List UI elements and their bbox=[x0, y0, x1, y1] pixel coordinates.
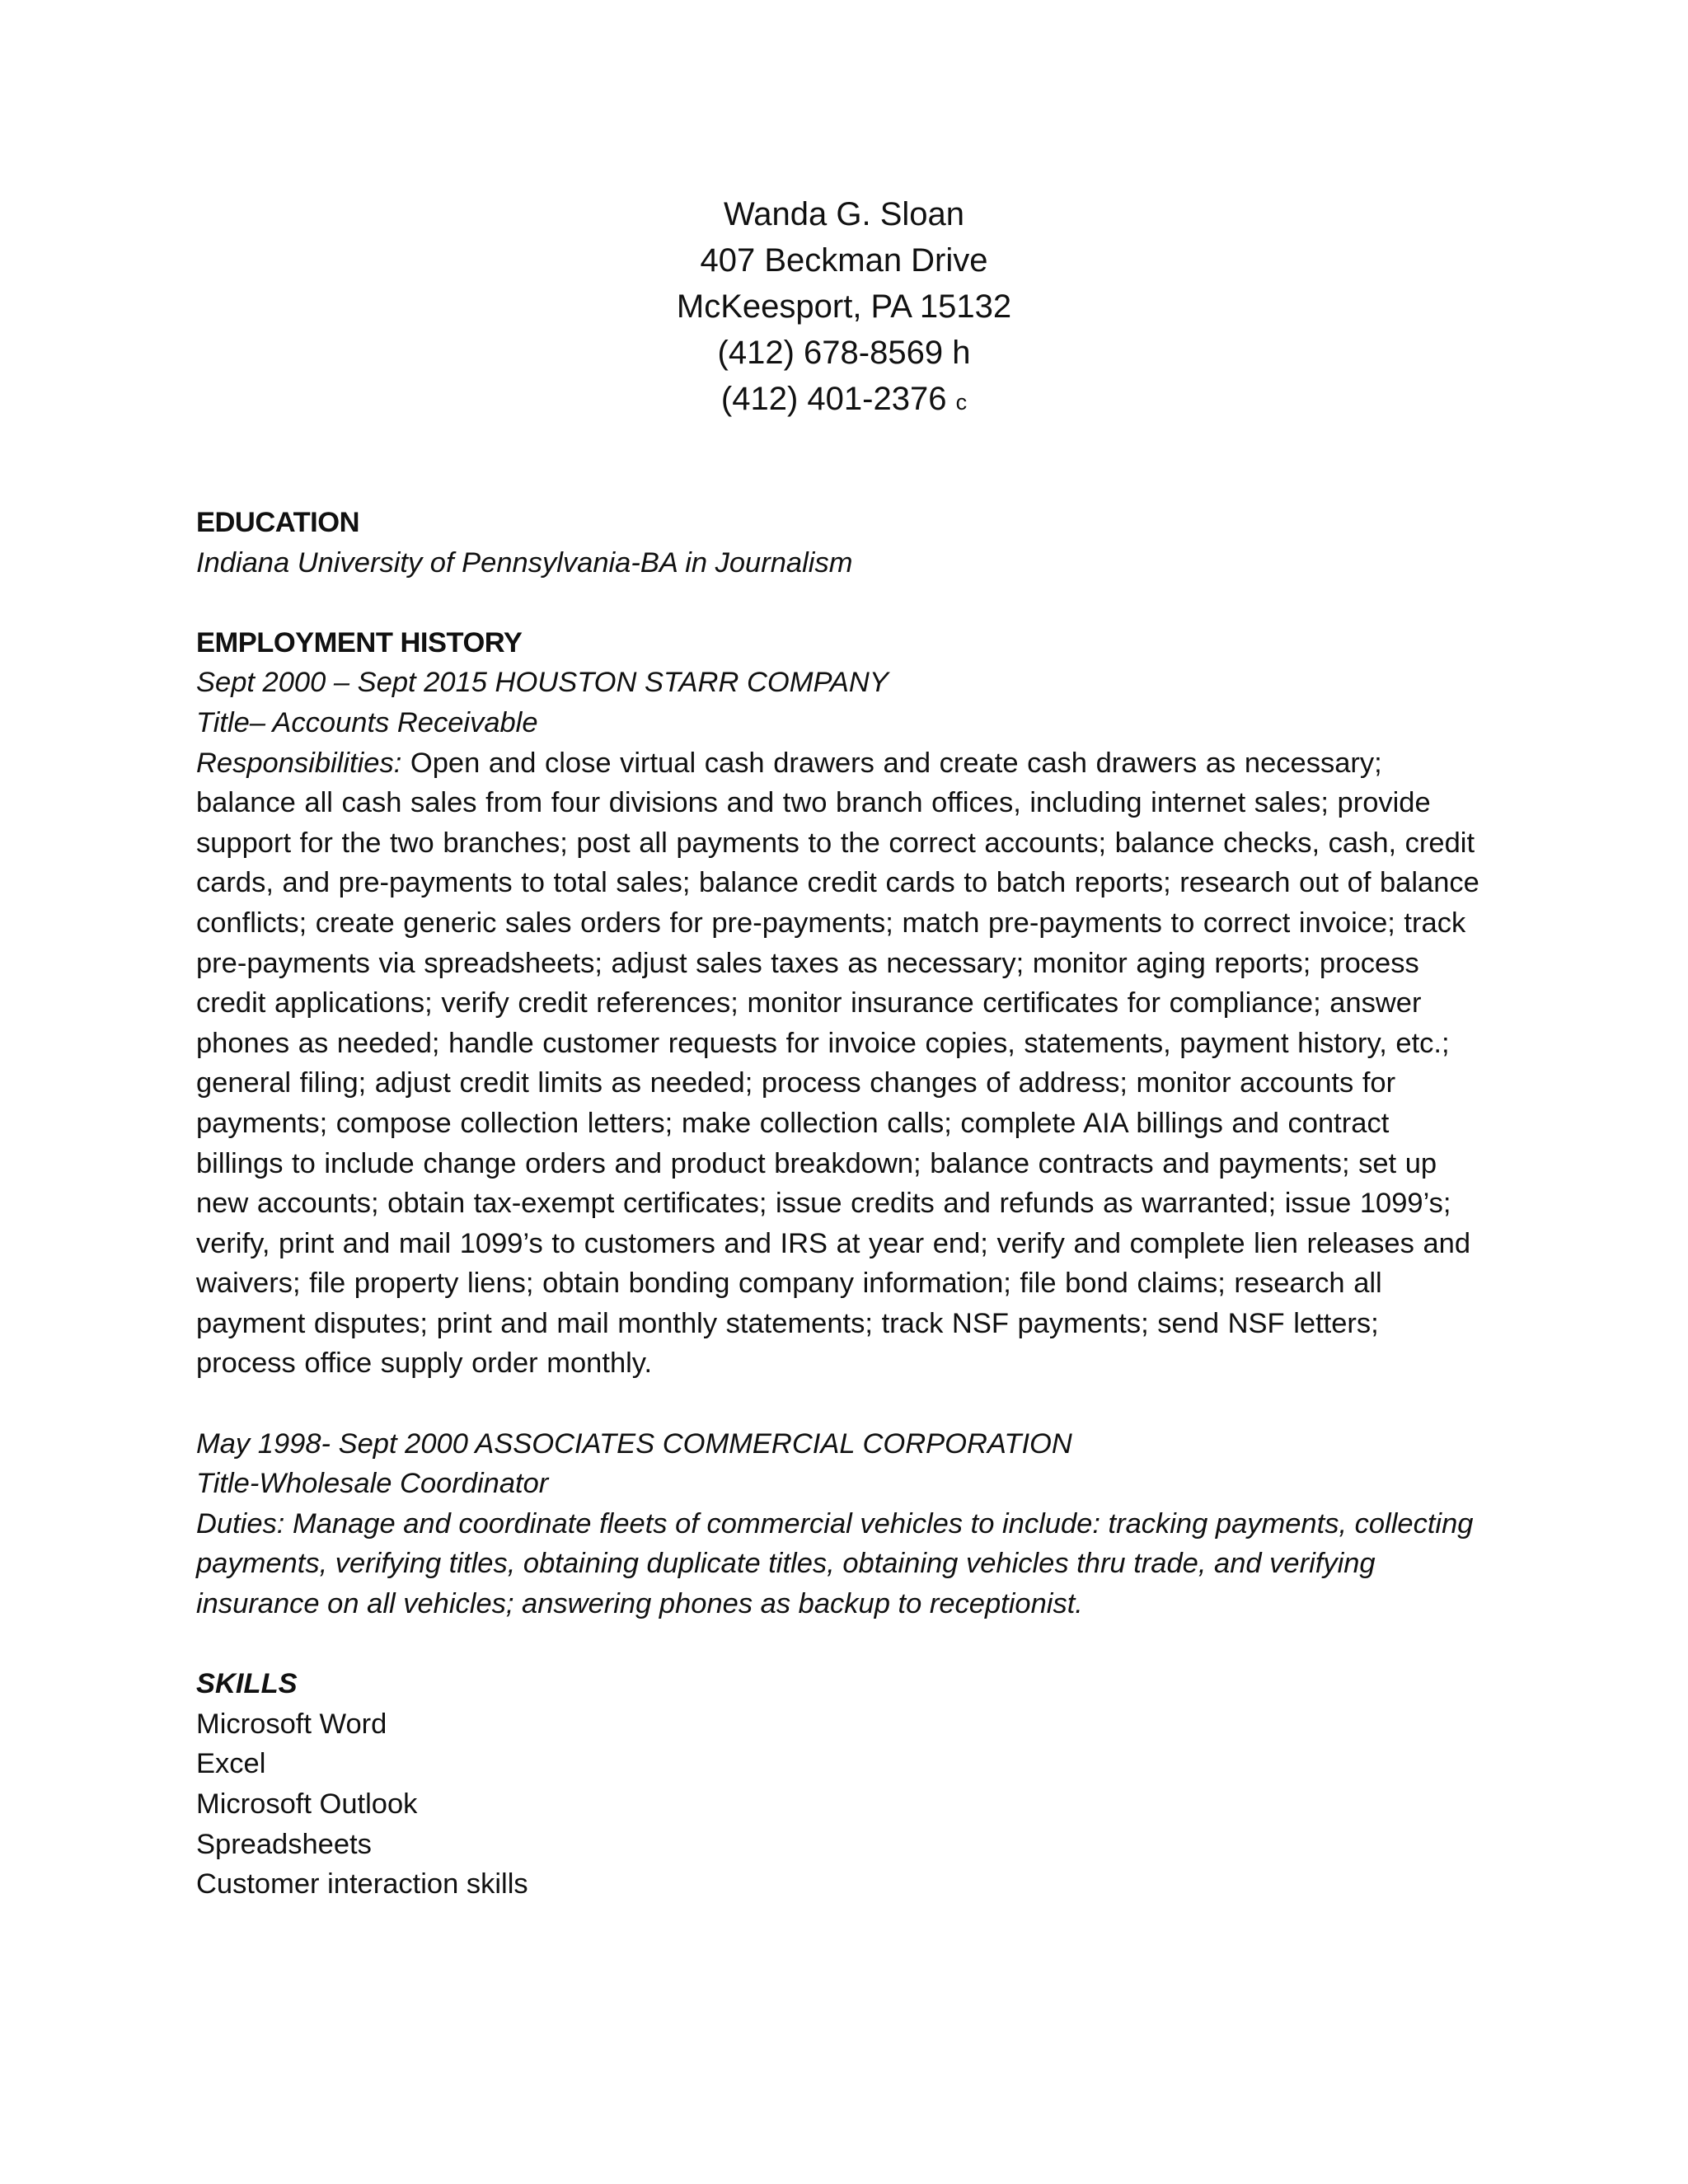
education-heading: EDUCATION bbox=[196, 507, 360, 538]
skill-item: Excel bbox=[196, 1748, 266, 1780]
responsibilities-label: Responsibilities: bbox=[196, 747, 402, 779]
contact-header bbox=[0, 191, 1688, 425]
home-phone: (412) 678-8569 h bbox=[717, 335, 971, 371]
skill-item: Customer interaction skills bbox=[196, 1868, 528, 1900]
job-title: Title-Wholesale Coordinator bbox=[196, 1468, 549, 1500]
skill-item: Microsoft Word bbox=[196, 1708, 387, 1740]
skills-list bbox=[196, 1704, 1482, 1905]
cell-phone-line bbox=[0, 376, 1688, 425]
resume-body bbox=[196, 503, 1482, 1905]
skill-item: Microsoft Outlook bbox=[196, 1788, 418, 1820]
job-responsibilities bbox=[196, 743, 1482, 1385]
cell-phone-number: (412) 401-2376 bbox=[720, 381, 956, 417]
job-dates-company: Sept 2000 – Sept 2015 HOUSTON STARR COMPANY bbox=[196, 667, 889, 699]
street-address: 407 Beckman Drive bbox=[700, 242, 988, 279]
section-spacer bbox=[196, 583, 1482, 623]
responsibilities-text: Open and close virtual cash drawers and create cash drawers as necessary; balance all cash sales from four divisions and two branch offices, including internet sales; provide support for the two branches; post all payments to the correct accounts; balance checks, cash, credit cards, and pre-payments to total sales; balance credit cards to batch reports; research out of balance conflicts; create generic sales orders for pre-payments; match pre-payments to correct invoice; track pre-payments via spreadsheets; adjust sales taxes as necessary; monitor aging reports; process credit applications; verify credit references; monitor insurance certificates for compliance; answer phones as needed; handle customer requests for invoice copies, statements, payment history, etc.; general filing; adjust credit limits as needed; process changes of address; monitor accounts for payments; compose collection letters; make collection calls; complete AIA billings and contract billings to include change orders and product breakdown; balance contracts and payments; set up new accounts; obtain tax-exempt certificates; issue credits and refunds as warranted; issue 1099’s; verify, print and mail 1099’s to customers and IRS at year end; verify and complete lien releases and waivers; file property liens; obtain bonding company information; file bond claims; research all payment disputes; print and mail monthly statements; track NSF payments; send NSF letters; process office supply order monthly. bbox=[196, 747, 1479, 1380]
job-entry-houston-starr bbox=[196, 663, 1482, 1384]
education-entry: Indiana University of Pennsylvania-BA in Journalism bbox=[196, 546, 853, 579]
employment-heading: EMPLOYMENT HISTORY bbox=[196, 626, 523, 658]
job-title: Title– Accounts Receivable bbox=[196, 706, 538, 738]
applicant-name: Wanda G. Sloan bbox=[723, 196, 964, 232]
job-entry-associates bbox=[196, 1424, 1482, 1624]
city-state-zip: McKeesport, PA 15132 bbox=[676, 288, 1012, 325]
section-spacer bbox=[196, 1624, 1482, 1665]
cell-phone-suffix: c bbox=[955, 390, 968, 415]
job-duties: Duties: Manage and coordinate fleets of commercial vehicles to include: tracking payments, collecting payments, verifying titles, obtaining duplicate titles, obtaining vehicles thru trade, and verifying insurance on all vehicles; answering phones as backup to receptionist. bbox=[196, 1507, 1474, 1620]
job-dates-company: May 1998- Sept 2000 ASSOCIATES COMMERCIAL CORPORATION bbox=[196, 1427, 1072, 1460]
skills-heading: SKILLS bbox=[196, 1668, 298, 1700]
section-spacer bbox=[196, 1384, 1482, 1424]
skill-item: Spreadsheets bbox=[196, 1828, 372, 1860]
